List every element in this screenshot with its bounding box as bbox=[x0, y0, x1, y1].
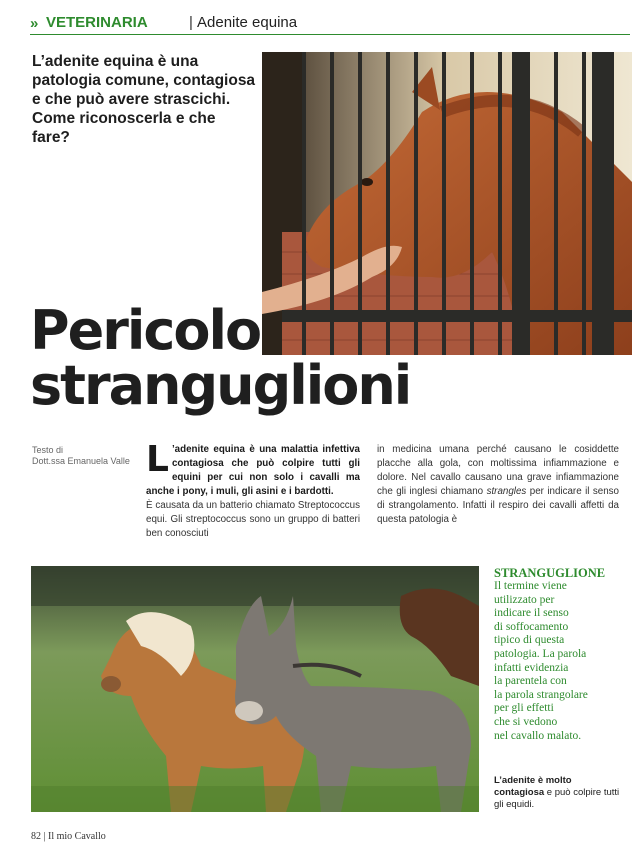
sidebar-line: che si vedono bbox=[494, 715, 558, 728]
pony-donkey-illustration bbox=[31, 566, 479, 812]
title-line-2: stranguglioni bbox=[30, 354, 411, 417]
topic-label: Adenite equina bbox=[197, 14, 298, 31]
drop-cap: L bbox=[146, 439, 169, 480]
body-column-1 bbox=[146, 439, 360, 541]
header-rule bbox=[30, 34, 630, 35]
section-label: VETERINARIA bbox=[46, 14, 148, 31]
sidebar-line: la parentela con bbox=[494, 675, 567, 688]
body-column-2 bbox=[377, 443, 619, 527]
body-paragraph-3 bbox=[377, 443, 619, 527]
sidebar-line: di soffocamento bbox=[494, 620, 569, 633]
page-footer: 82 | Il mio Cavallo bbox=[31, 831, 106, 842]
sidebar-line: patologia. La parola bbox=[494, 647, 587, 660]
title-line-1: Pericolo bbox=[30, 299, 261, 362]
byline bbox=[32, 445, 142, 467]
col2-text-b: per indicare il senso di strangolamento. Infatti il respiro dei cavalli affetti da questa patologia è bbox=[377, 486, 619, 525]
sidebar-text bbox=[494, 580, 624, 743]
byline-author: Dott.ssa Emanuela Valle bbox=[32, 456, 130, 466]
caption-rest: e può colpire tutti gli equidi. bbox=[494, 787, 620, 810]
italic-term: strangles bbox=[486, 486, 527, 497]
photo-pony-donkey bbox=[31, 566, 479, 812]
sidebar-line: la parola strangolare bbox=[494, 688, 588, 701]
photo-caption bbox=[494, 775, 624, 811]
sidebar-line: tipico di questa bbox=[494, 634, 565, 647]
chevron-right-icon: » bbox=[30, 15, 36, 32]
sidebar-line: Il termine viene bbox=[494, 580, 567, 592]
sidebar-title: STRANGUGLIONE bbox=[494, 566, 606, 580]
sidebar-line: per gli effetti bbox=[494, 702, 554, 715]
sidebar-line: indicare il senso bbox=[494, 607, 569, 620]
header-separator: | bbox=[189, 14, 193, 31]
col2-text-a: in medicina umana perché causano le cosiddette placche alla gola, con moltissima infiammazione e dolore. Nel cavallo causano una grave infiammazione che gli inglesi chiamano bbox=[377, 444, 619, 497]
lead-text: ’adenite equina è una malattia infettiva contagiosa che può colpire tutti gli equini per cui non solo i cavalli ma anche i pony, i muli, gli asini e i bardotti. bbox=[146, 444, 360, 497]
body-paragraph-1 bbox=[146, 439, 360, 499]
sidebar-line: nel cavallo malato. bbox=[494, 729, 582, 742]
sidebar-line: infatti evidenzia bbox=[494, 661, 569, 674]
sidebar-line: utilizzato per bbox=[494, 593, 555, 606]
body-paragraph-2: È causata da un batterio chiamato Streptococcus equi. Gli streptococcus sono un gruppo di batteri ben conosciuti bbox=[146, 500, 360, 539]
section-header bbox=[30, 14, 620, 34]
article-title bbox=[30, 299, 411, 417]
byline-label: Testo di bbox=[32, 445, 64, 455]
intro-text: L’adenite equina è una patologia comune, contagiosa e che può avere strascichi. Come riconoscerla e che fare? bbox=[32, 53, 256, 146]
caption-bold: L’adenite è molto contagiosa bbox=[494, 775, 572, 798]
